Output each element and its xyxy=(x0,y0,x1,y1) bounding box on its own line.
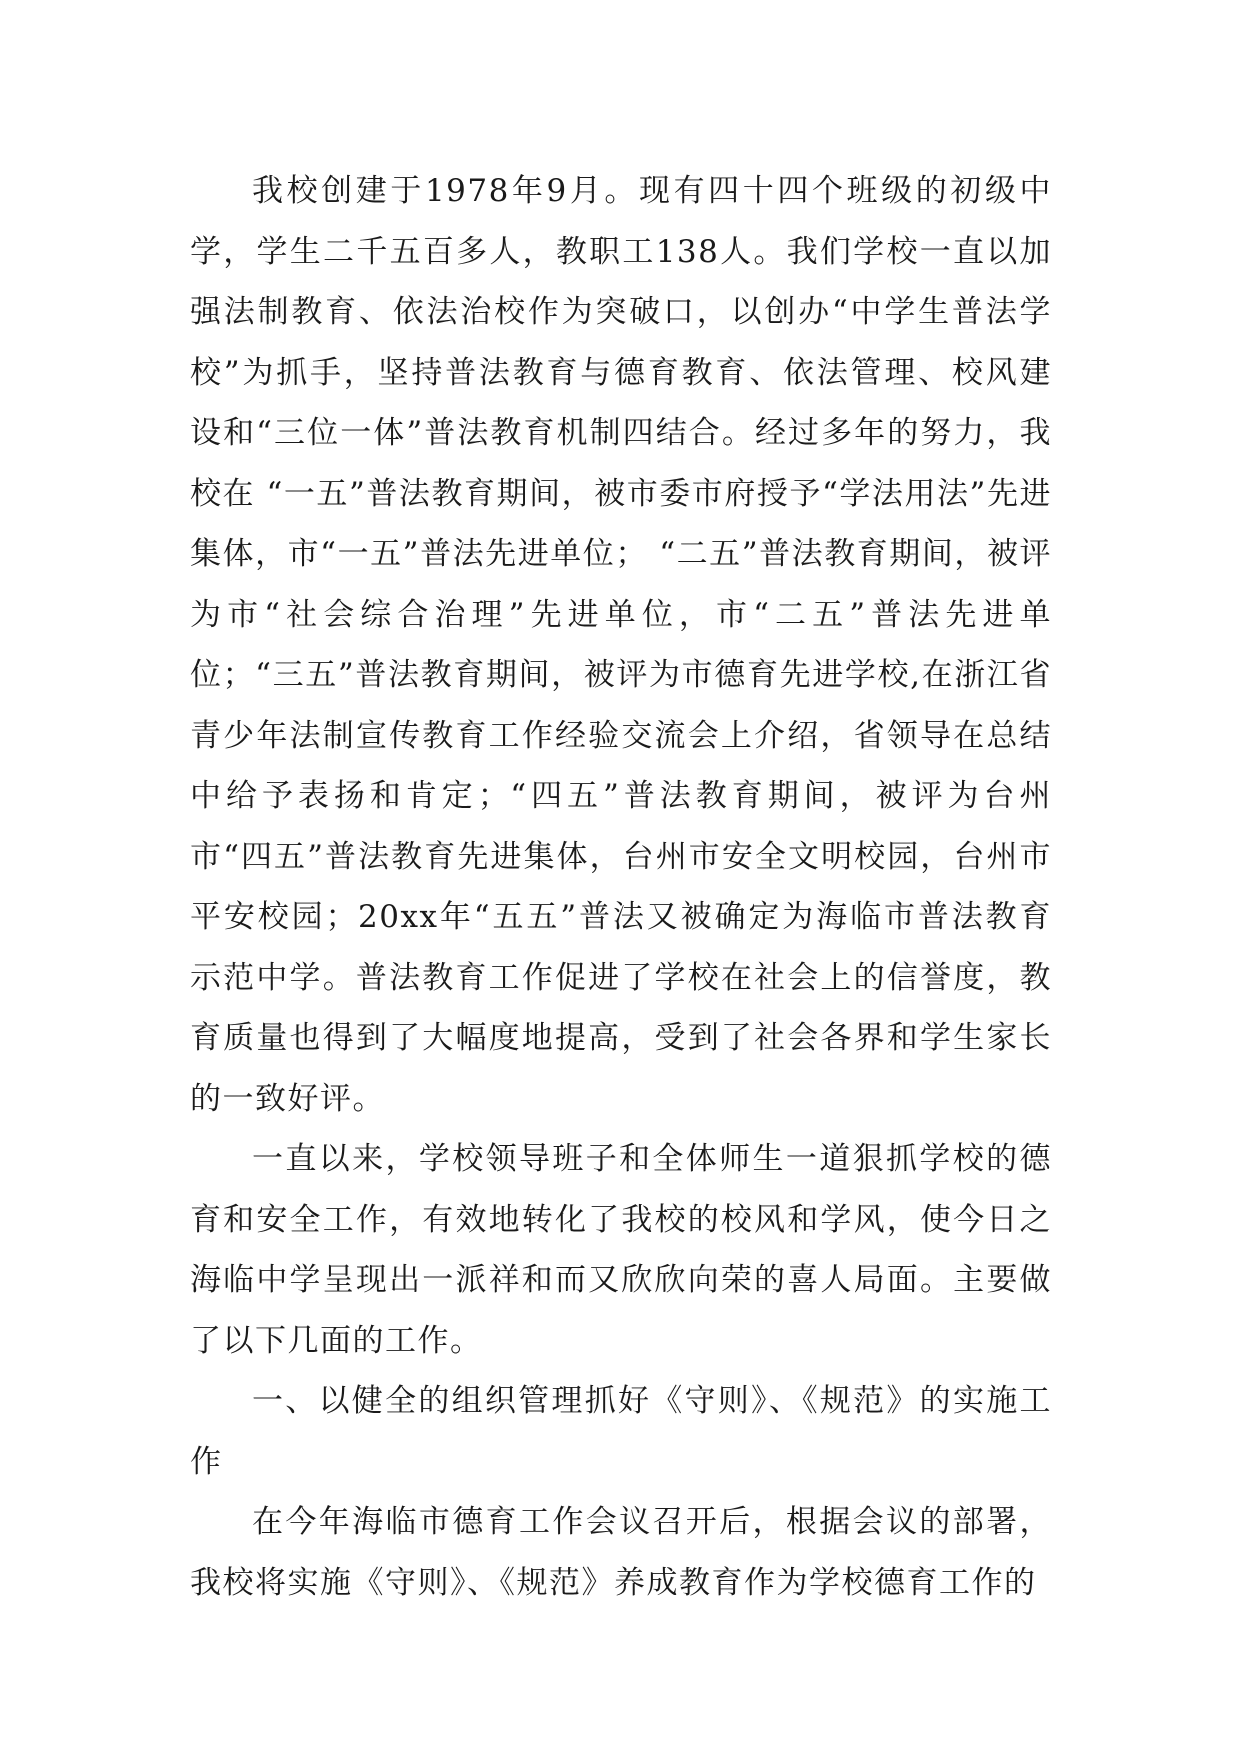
paragraph-implementation: 在今年海临市德育工作会议召开后，根据会议的部署，我校将实施《守则》、《规范》养成教育作为学校德育工作的 xyxy=(190,1504,1052,1601)
section-heading-organization-management: 一、以健全的组织管理抓好《守则》、《规范》的实施工作 xyxy=(190,1383,1052,1480)
document-body xyxy=(190,161,1052,1613)
paragraph-moral-safety-work: 一直以来，学校领导班子和全体师生一道狠抓学校的德育和安全工作，有效地转化了我校的校风和学风，使今日之海临中学呈现出一派祥和而又欣欣向荣的喜人局面。主要做了以下几面的工作。 xyxy=(190,1141,1052,1359)
paragraph-school-history: 我校创建于1978年9月。现有四十四个班级的初级中学，学生二千五百多人，教职工138人。我们学校一直以加强法制教育、依法治校作为突破口，以创办“中学生普法学校”为抓手，坚持普法教育与德育教育、依法管理、校风建设和“三位一体”普法教育机制四结合。经过多年的努力，我校在 “一五”普法教育期间，被市委市府授予“学法用法”先进集体，市“一五”普法先进单位； “二五”普法教育期间，被评为市“社会综合治理”先进单位，市“二五”普法先进单位；“三五”普法教育期间，被评为市德育先进学校,在浙江省青少年法制宣传教育工作经验交流会上介绍，省领导在总结中给予表扬和肯定；“四五”普法教育期间，被评为台州市“四五”普法教育先进集体，台州市安全文明校园，台州市平安校园；20xx年“五五”普法又被确定为海临市普法教育示范中学。普法教育工作促进了学校在社会上的信誉度，教育质量也得到了大幅度地提高，受到了社会各界和学生家长的一致好评。 xyxy=(190,173,1052,1117)
